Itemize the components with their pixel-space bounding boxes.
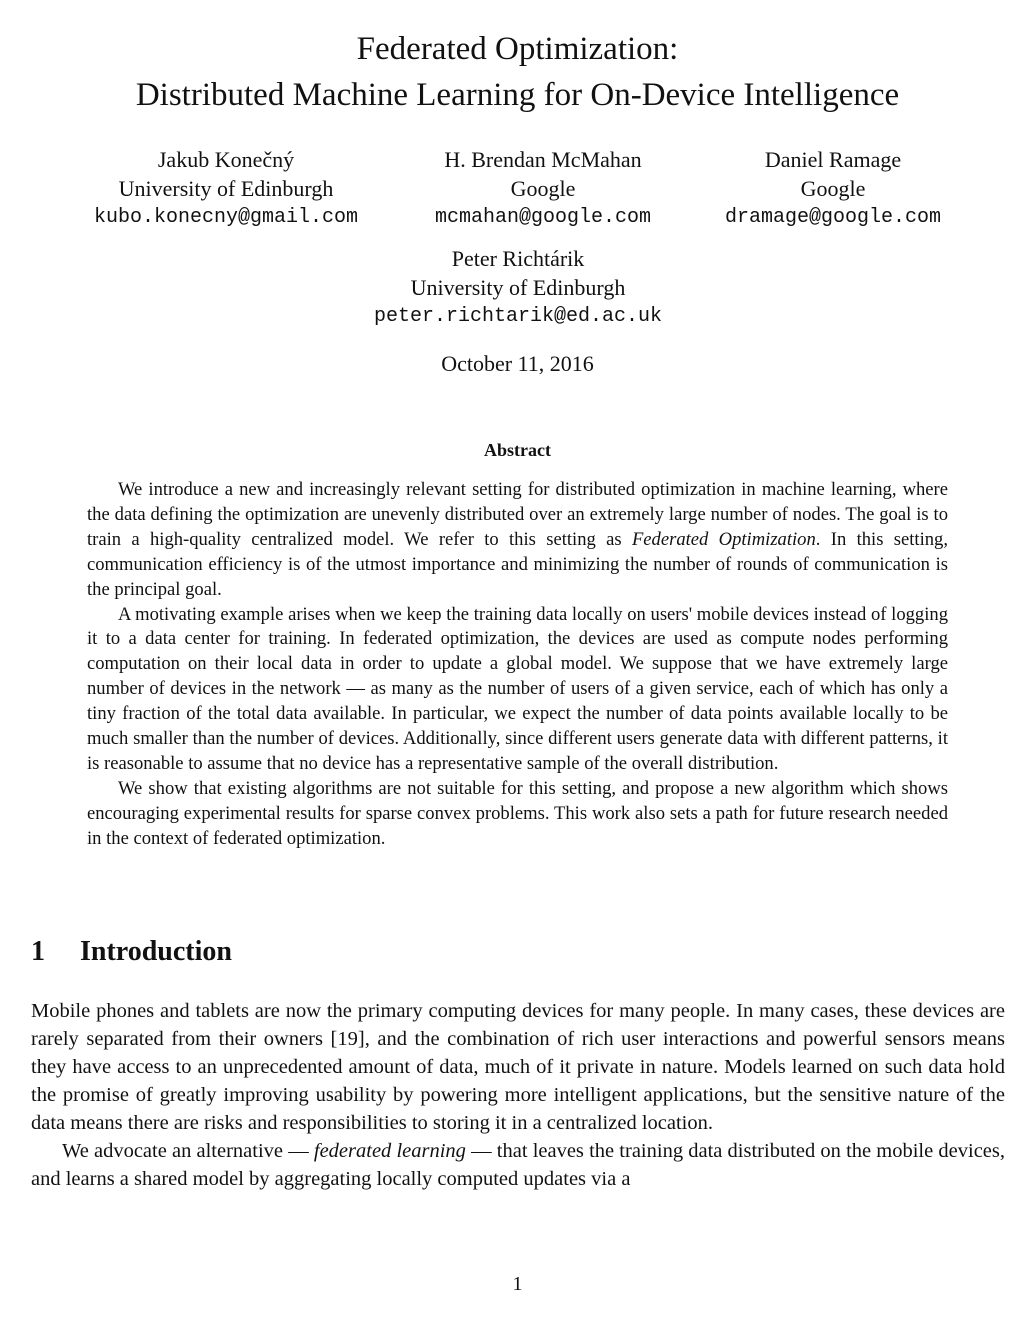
abstract-body [87,478,948,852]
title-line-1: Federated Optimization: [356,31,679,67]
abstract-paragraph-3: We show that existing algorithms are not suitable for this setting, and propose a new algorithm which shows encouraging experimental results for sparse convex problems. This work also sets a path for future research needed in the context of federated optimization. [87,777,948,849]
author-name: Daniel Ramage [764,147,902,172]
author-email: peter.richtarik@ed.ac.uk [373,305,663,328]
author-email: mcmahan@google.com [434,206,652,229]
title-line-2: Distributed Machine Learning for On-Device Intelligence [135,77,900,113]
section-heading [31,936,232,968]
author-name: Peter Richtárik [451,246,585,271]
abstract-text: We introduce a new and increasingly relevant setting for distributed optimization in machine learning, where the data defining the optimization are unevenly distributed over an extremely large number of nodes. The goal is to train a high-quality centralized model. We refer to this setting as [87,479,948,550]
author-block-2 [403,145,683,232]
author-email: kubo.konecny@gmail.com [93,206,359,229]
author-block-3 [708,145,958,232]
section-body [31,997,1005,1193]
body-paragraph-1: Mobile phones and tablets are now the primary computing devices for many people. In many cases, these devices are rarely separated from their owners [19], and the combination of rich user interactions and powerful sensors means they have access to an unprecedented amount of data, much of it private in nature. Models learned on such data hold the promise of greatly improving usability by powering more intelligent applications, but the sensitive nature of the data means there are risks and responsibilities to storing it in a centralized location. [31,1000,1005,1134]
abstract-paragraph-2: A motivating example arises when we keep the training data locally on users' mobile devices instead of logging it to a data center for training. In federated optimization, the devices are used as compute nodes performing computation on their local data in order to update a global model. We suppose that we have extremely large number of devices in the network — as many as the number of users of a given service, each of which has only a tiny fraction of the total data available. In particular, we expect the number of data points available locally to be much smaller than the number of devices. Additionally, since different users generate data with different patterns, it is reasonable to assume that no device has a representative sample of the overall distribution. [87,603,948,774]
paper-date: October 11, 2016 [441,351,594,376]
body-paragraph-2 [31,1137,1005,1193]
author-name: H. Brendan McMahan [444,147,642,172]
author-email: dramage@google.com [724,206,942,229]
author-block-4 [358,244,678,331]
body-text: — that leaves the training data distributed on the mobile devices, and learns a shared model by aggregating locally computed updates via a [31,1140,1005,1190]
page-number: 1 [512,1273,523,1295]
abstract-heading: Abstract [484,440,551,460]
section-title: Introduction [80,936,232,967]
body-text: We advocate an alternative — [62,1140,314,1162]
paper-title [0,26,1035,118]
section-number: 1 [31,936,45,967]
body-emphasis: federated learning [313,1140,466,1162]
author-affiliation: University of Edinburgh [410,275,626,300]
abstract-text: . In this setting, communication efficiency is of the utmost importance and minimizing the number of rounds of communication is the principal goal. [87,528,948,600]
abstract-emphasis: Federated Optimization [631,528,816,550]
author-affiliation: Google [800,176,866,201]
abstract-paragraph-1 [87,478,948,603]
author-affiliation: University of Edinburgh [118,176,334,201]
author-block-1 [86,145,366,232]
author-affiliation: Google [510,176,576,201]
author-name: Jakub Konečný [157,147,295,172]
